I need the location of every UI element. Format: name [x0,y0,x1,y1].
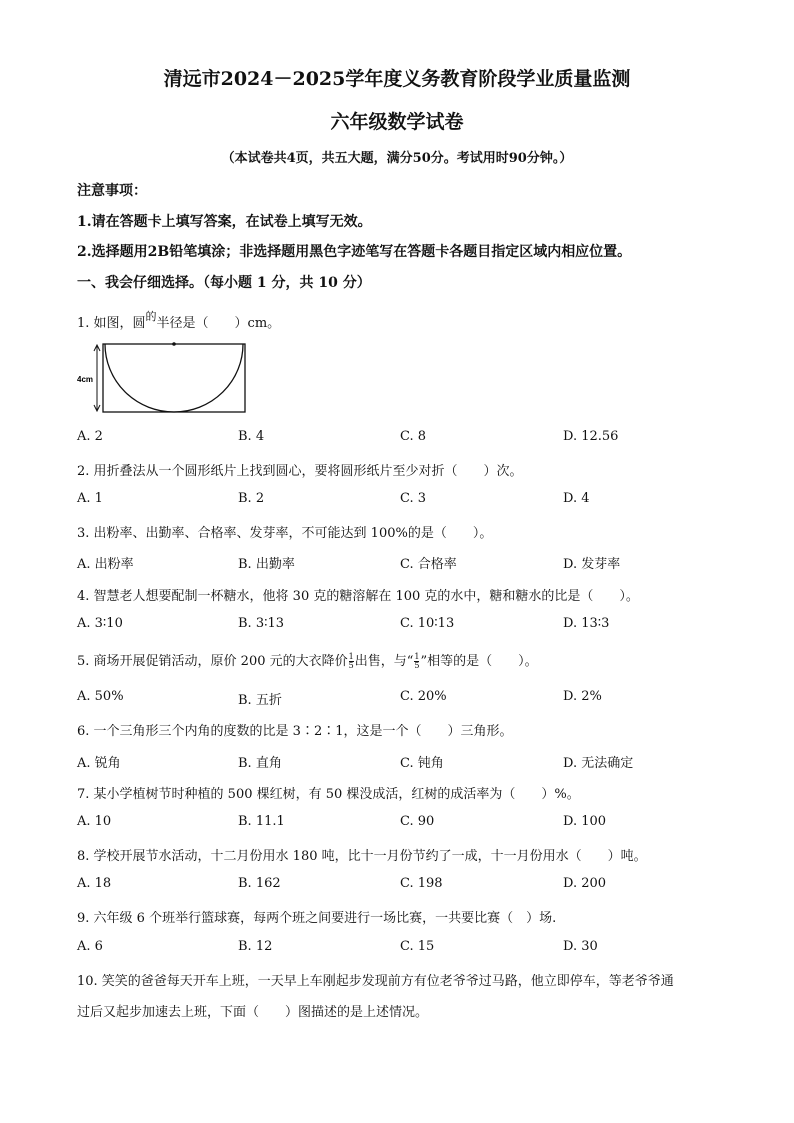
question-8: 8. 学校开展节水活动，十二月份用水 180 吨，比十一月份节约了一成，十一月份用水（ ）吨。 [77,849,647,864]
question-1 [77,312,280,331]
option-c: C. 15 [400,939,435,954]
option-d: D. 无法确定 [563,756,634,771]
option-d: D. 12.56 [563,429,619,444]
question-text: ”相等的是（ ）。 [420,654,538,669]
option-a: A. 3∶10 [77,616,123,631]
exam-info: （本试卷共4页，共五大题，满分50分。考试用时90分钟。） [221,151,573,166]
center-dot [172,342,176,346]
question-text: 的 [145,310,157,323]
question-6: 6. 一个三角形三个内角的度数的比是 3∶2∶1，这是一个（ ）三角形。 [77,724,513,739]
semicircle-figure [75,336,251,416]
question-text: 半径是（ ）cm。 [156,316,281,331]
option-a: A. 锐角 [77,756,121,771]
option-b: B. 11.1 [238,814,285,829]
option-d: D. 30 [563,939,598,954]
question-text: 出售，与“ [354,654,414,669]
question-10: 10. 笑笑的爸爸每天开车上班，一天早上车刚起步发现前方有位老爷爷过马路，他立即停车，等老爷爷通 [77,974,674,989]
option-d: D. 4 [563,491,590,506]
fraction: $\frac{1}{5}$ [414,652,420,670]
option-c: C. 198 [400,876,443,891]
option-b: B. 出勤率 [238,557,295,572]
option-a: A. 18 [77,876,112,891]
question-9: 9. 六年级 6 个班举行篮球赛，每两个班之间要进行一场比赛，一共要比赛（ ）场. [77,911,557,926]
question-4: 4. 智慧老人想要配制一杯糖水，他将 30 克的糖溶解在 100 克的水中，糖和糖水的比是（ ）。 [77,589,639,604]
option-b: B. 直角 [238,756,282,771]
option-d: D. 200 [563,876,607,891]
option-d: D. 发芽率 [563,557,621,572]
question-7: 7. 某小学植树节时种植的 500 棵红树，有 50 棵没成活，红树的成活率为（ ）%。 [77,787,580,802]
exam-title: 清远市2024－2025学年度义务教育阶段学业质量监测 [163,68,631,90]
note-item: 2.选择题用2B铅笔填涂；非选择题用黑色字迹笔写在答题卡各题目指定区域内相应位置。 [77,244,632,260]
figure-rectangle [103,344,245,412]
option-a: A. 50% [77,689,124,704]
option-b: B. 五折 [238,693,282,708]
option-c: C. 20% [400,689,447,704]
fraction: $\frac{1}{5}$ [348,652,354,670]
option-c: C. 90 [400,814,435,829]
option-c: C. 8 [400,429,427,444]
option-c: C. 10∶13 [400,616,455,631]
note-item: 1.请在答题卡上填写答案，在试卷上填写无效。 [77,214,372,230]
question-10-continued: 过后又起步加速去上班，下面（ ）图描述的是上述情况。 [77,1005,429,1020]
option-c: C. 钝角 [400,756,444,771]
option-c: C. 合格率 [400,557,457,572]
option-d: D. 2% [563,689,602,704]
option-a: A. 1 [77,491,103,506]
option-b: B. 12 [238,939,273,954]
option-a: A. 10 [77,814,112,829]
question-text: 1. 如图，圆 [77,316,146,331]
option-a: A. 出粉率 [77,557,134,572]
notes-heading: 注意事项： [77,183,147,199]
option-a: A. 6 [77,939,103,954]
question-text: 5. 商场开展促销活动，原价 200 元的大衣降价 [77,654,348,669]
option-d: D. 100 [563,814,607,829]
section-heading: 一、我会仔细选择。（每小题 1 分，共 10 分） [77,275,371,291]
question-3: 3. 出粉率、出勤率、合格率、发芽率，不可能达到 100%的是（ ）。 [77,526,493,541]
option-b: B. 162 [238,876,281,891]
option-c: C. 3 [400,491,427,506]
option-b: B. 2 [238,491,265,506]
option-b: B. 3∶13 [238,616,285,631]
option-a: A. 2 [77,429,103,444]
option-d: D. 13∶3 [563,616,610,631]
question-2: 2. 用折叠法从一个圆形纸片上找到圆心，要将圆形纸片至少对折（ ）次。 [77,464,523,479]
exam-subtitle: 六年级数学试卷 [330,111,464,133]
figure-semicircle [105,344,243,412]
option-b: B. 4 [238,429,265,444]
dimension-label: 4cm [77,375,94,384]
question-5 [77,650,538,670]
